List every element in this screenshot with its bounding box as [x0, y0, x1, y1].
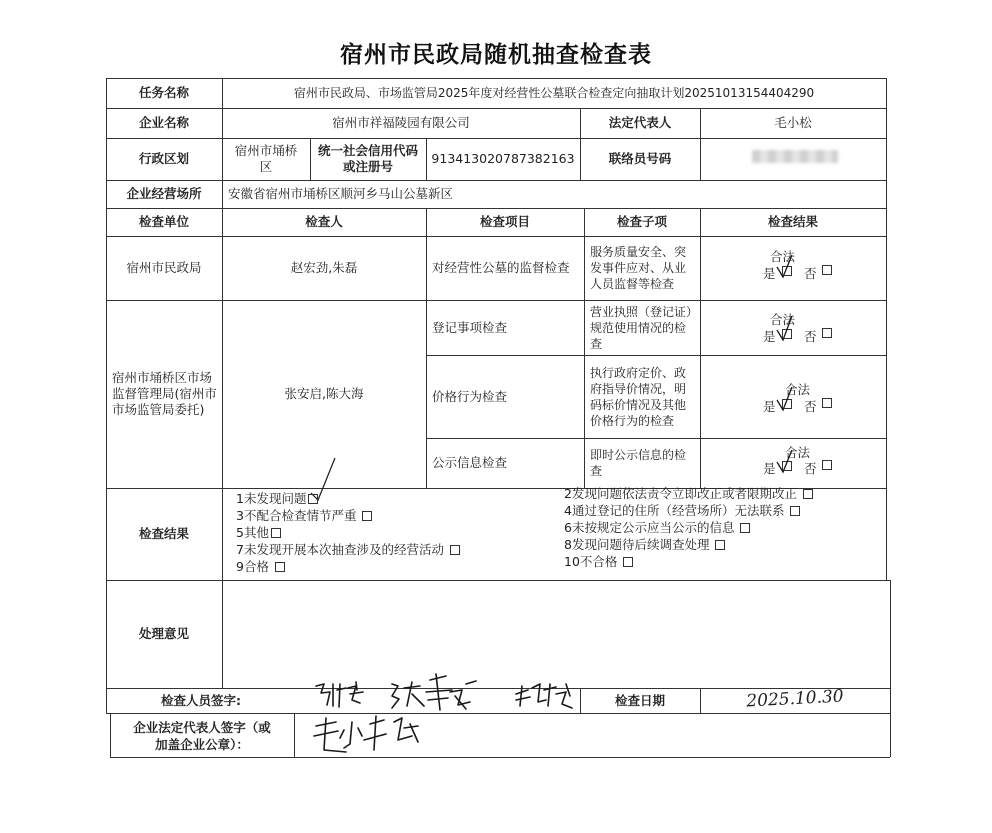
credit-code-value: 913413020787382163	[431, 151, 575, 166]
header-unit: 检查单位	[138, 214, 189, 229]
check-item: 公示信息检查	[432, 455, 508, 470]
option-label: 2发现问题依法责令立即改正或者限期改正	[564, 486, 797, 501]
result-section-label: 检查结果	[138, 526, 189, 541]
unit-name: 宿州市埇桥区市场监督管理局(宿州市市场监管局委托)	[112, 370, 217, 417]
result-yes-label: 是	[763, 329, 776, 344]
option-label: 1未发现问题	[236, 491, 307, 506]
district-label: 行政区划	[138, 151, 189, 166]
result-no-label: 否	[804, 329, 817, 344]
check-item: 对经营性公墓的监督检查	[432, 260, 570, 275]
result-no-label: 否	[804, 266, 817, 281]
option-label: 9合格	[236, 559, 269, 574]
result-legal: 合法	[785, 445, 811, 460]
option-label: 10不合格	[564, 554, 618, 569]
option-label: 8发现问题待后续调查处理	[564, 537, 710, 552]
inspector-sign-label: 检查人员签字:	[161, 692, 241, 708]
option-label: 3不配合检查情节严重	[236, 508, 357, 523]
check-subitem: 执行政府定价、政府指导价情况，明码标价情况及其他价格行为的检查	[590, 365, 687, 428]
result-legal: 合法	[785, 382, 811, 397]
check-subitem: 即时公示信息的检查	[590, 448, 687, 478]
task-name: 宿州市民政局、市场监管局2025年度对经营性公墓联合检查定向抽取计划20251013154404290	[293, 86, 815, 100]
option-label: 6未按规定公示应当公示的信息	[564, 520, 735, 535]
result-legal: 合法	[770, 312, 796, 327]
header-inspector: 检查人	[305, 214, 343, 229]
result-yes-label: 是	[763, 461, 776, 476]
date-label: 检查日期	[614, 692, 665, 708]
check-item: 登记事项检查	[432, 319, 508, 335]
unit-inspectors: 张安启,陈大海	[284, 386, 364, 401]
header-result: 检查结果	[767, 214, 818, 229]
header-subitem: 检查子项	[616, 214, 667, 229]
page-title: 宿州市民政局随机抽查检查表	[340, 42, 652, 68]
unit-name: 宿州市民政局	[126, 260, 202, 275]
inspection-date: 2025.10.30	[745, 686, 845, 712]
rep-sign-label: 企业法定代表人签字（或加盖企业公章）：	[133, 720, 271, 752]
opinion-label: 处理意见	[138, 626, 189, 641]
company-name: 宿州市祥福陵园有限公司	[332, 115, 470, 130]
check-subitem: 营业执照（登记证）规范使用情况的检查	[590, 304, 693, 351]
address-value: 安徽省宿州市埇桥区顺河乡马山公墓新区	[228, 186, 454, 201]
header-item: 检查项目	[479, 214, 530, 229]
check-subitem: 服务质量安全、突发事件应对、从业人员监督等检查	[590, 245, 687, 291]
legal-rep-label: 法定代表人	[608, 115, 672, 130]
result-yes-label: 是	[763, 266, 776, 281]
result-legal: 合法	[770, 249, 796, 264]
company-label: 企业名称	[138, 115, 189, 130]
district-value: 宿州市埇桥区	[234, 143, 298, 174]
credit-code-label: 统一社会信用代码或注册号	[318, 143, 419, 174]
unit-inspectors: 赵宏劲,朱磊	[290, 260, 358, 275]
address-label: 企业经营场所	[126, 186, 202, 201]
result-yes-label: 是	[763, 399, 776, 414]
result-no-label: 否	[804, 399, 817, 414]
option-label: 7未发现开展本次抽查涉及的经营活动	[236, 542, 444, 557]
legal-rep-name: 毛小松	[774, 115, 812, 130]
liaison-label: 联络员号码	[608, 151, 672, 166]
result-no-label: 否	[804, 461, 817, 476]
check-item: 价格行为检查	[432, 388, 508, 404]
option-label: 4通过登记的住所（经营场所）无法联系	[564, 503, 785, 518]
option-label: 5其他	[236, 525, 269, 540]
task-label: 任务名称	[138, 85, 189, 100]
